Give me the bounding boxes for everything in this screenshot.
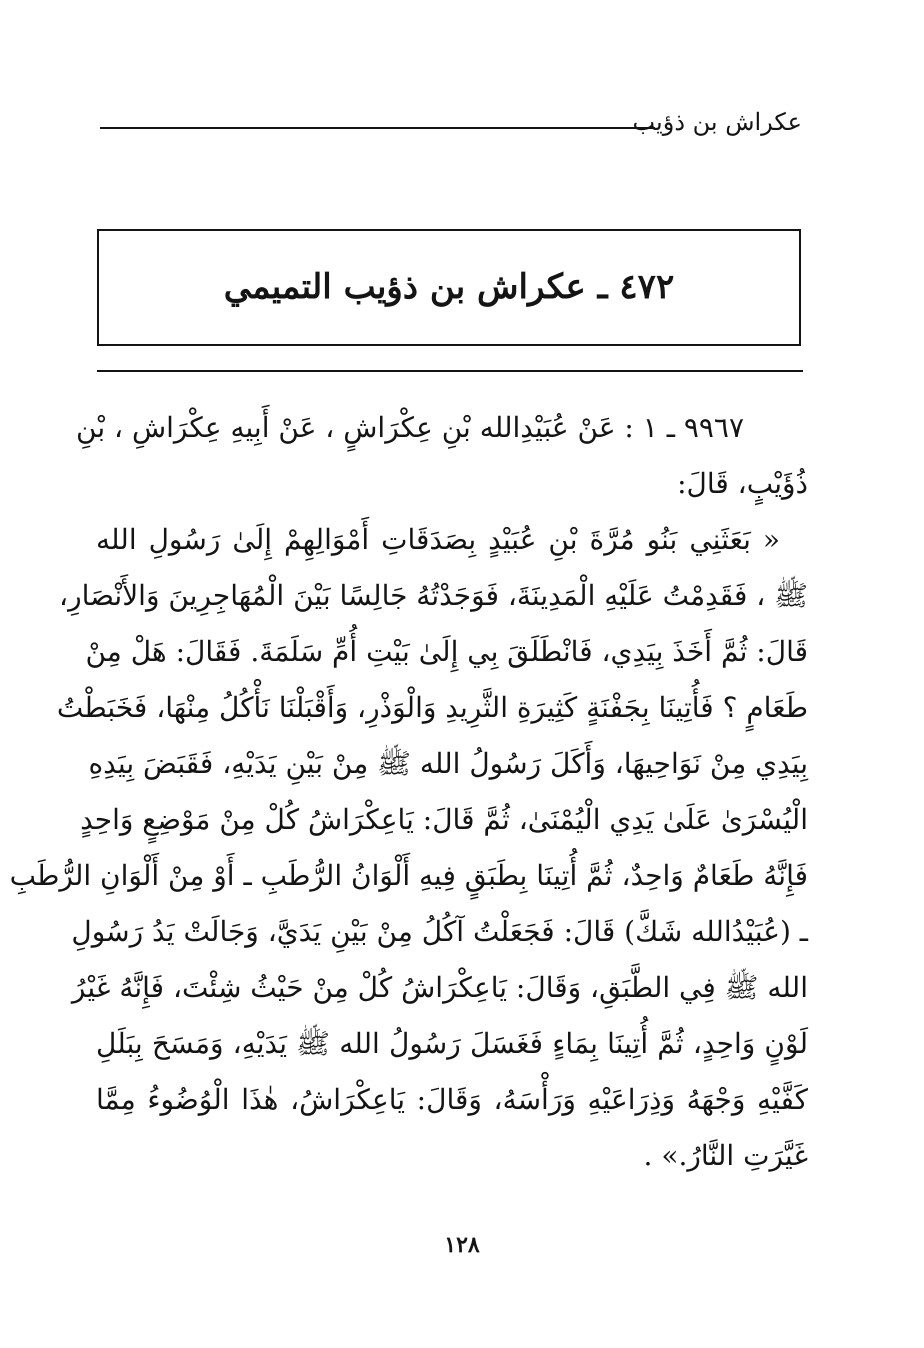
chapter-title-box [97, 229, 801, 346]
text-line: طَعَامٍ ؟ فَأُتِينَا بِجَفْنَةٍ كَثِيرَةِ الثَّرِيدِ وَالْوَذْرِ، وَأَقْبَلْنَا نَأْكُلُ مِنْهَا، فَخَبَطْتُ [56, 691, 808, 724]
text-line: « بَعَثَنِي بَنُو مُرَّةَ بْنِ عُبَيْدٍ بِصَدَقَاتِ أَمْوَالِهِمْ إِلَىٰ رَسُولِ الله [96, 523, 780, 556]
text-line: كَفَّيْهِ وَجْهَهُ وَذِرَاعَيْهِ وَرَأْسَهُ، وَقَالَ: يَاعِكْرَاشُ، هٰذَا الْوُضُوءُ مِمَّا [96, 1083, 808, 1116]
text-line: بِيَدِي مِنْ نَوَاحِيهَا، وَأَكَلَ رَسُولُ الله ﷺ مِنْ بَيْنِ يَدَيْهِ، فَقَبَضَ بِيَدِهِ [88, 747, 808, 780]
section-divider-rule [97, 370, 803, 372]
text-line: ﷺ ، فَقَدِمْتُ عَلَيْهِ الْمَدِينَةَ، فَوَجَدْتُهُ جَالِسًا بَيْنَ الْمُهَاجِرِينَ وَالأَنْصَارِ، [59, 579, 808, 612]
header-rule [100, 127, 655, 129]
chapter-title: ٤٧٢ ـ عكراش بن ذؤيب التميمي [223, 267, 675, 307]
text-line: غَيَّرَتِ النَّارُ.» . [643, 1139, 808, 1172]
text-line: ـ (عُبَيْدُالله شَكَّ) قَالَ: فَجَعَلْتُ آكُلُ مِنْ بَيْنِ يَدَيَّ، وَجَالَتْ يَدُ رَسُولِ [71, 915, 808, 948]
text-line: لَوْنٍ وَاحِدٍ، ثُمَّ أُتِينَا بِمَاءٍ فَغَسَلَ رَسُولُ الله ﷺ يَدَيْهِ، وَمَسَحَ بِبَلَلِ [96, 1027, 808, 1060]
text-line: الْيُسْرَىٰ عَلَىٰ يَدِي الْيُمْنَىٰ، ثُمَّ قَالَ: يَاعِكْرَاشُ كُلْ مِنْ مَوْضِعٍ وَاحِدٍ [80, 803, 808, 836]
running-header-text: عكراش بن ذؤيب [632, 108, 802, 136]
page-number: ١٢٨ [444, 1232, 480, 1258]
text-line: فَإِنَّهُ طَعَامٌ وَاحِدٌ، ثُمَّ أُتِينَا بِطَبَقٍ فِيهِ أَلْوَانُ الرُّطَبِ ـ أَوْ مِنْ أَلْوَانِ الرُّطَبِ [9, 859, 808, 892]
text-line: الله ﷺ فِي الطَّبَقِ، وَقَالَ: يَاعِكْرَاشُ كُلْ مِنْ حَيْثُ شِئْتَ، فَإِنَّهُ غَيْرُ [71, 971, 808, 1004]
text-line: ٩٩٦٧ ـ ١ : عَنْ عُبَيْدِالله بْنِ عِكْرَاشٍ ، عَنْ أَبِيهِ عِكْرَاشِ ، بْنِ [76, 411, 744, 444]
title-box-bottom-rule [97, 344, 801, 346]
hadith-text [9, 400, 808, 1184]
running-header [100, 108, 802, 144]
text-line: ذُؤَيْبٍ، قَالَ: [677, 467, 808, 500]
text-line: قَالَ: ثُمَّ أَخَذَ بِيَدِي، فَانْطَلَقَ بِي إِلَىٰ بَيْتِ أُمِّ سَلَمَةَ. فَقَالَ: هَلْ مِنْ [85, 635, 808, 668]
